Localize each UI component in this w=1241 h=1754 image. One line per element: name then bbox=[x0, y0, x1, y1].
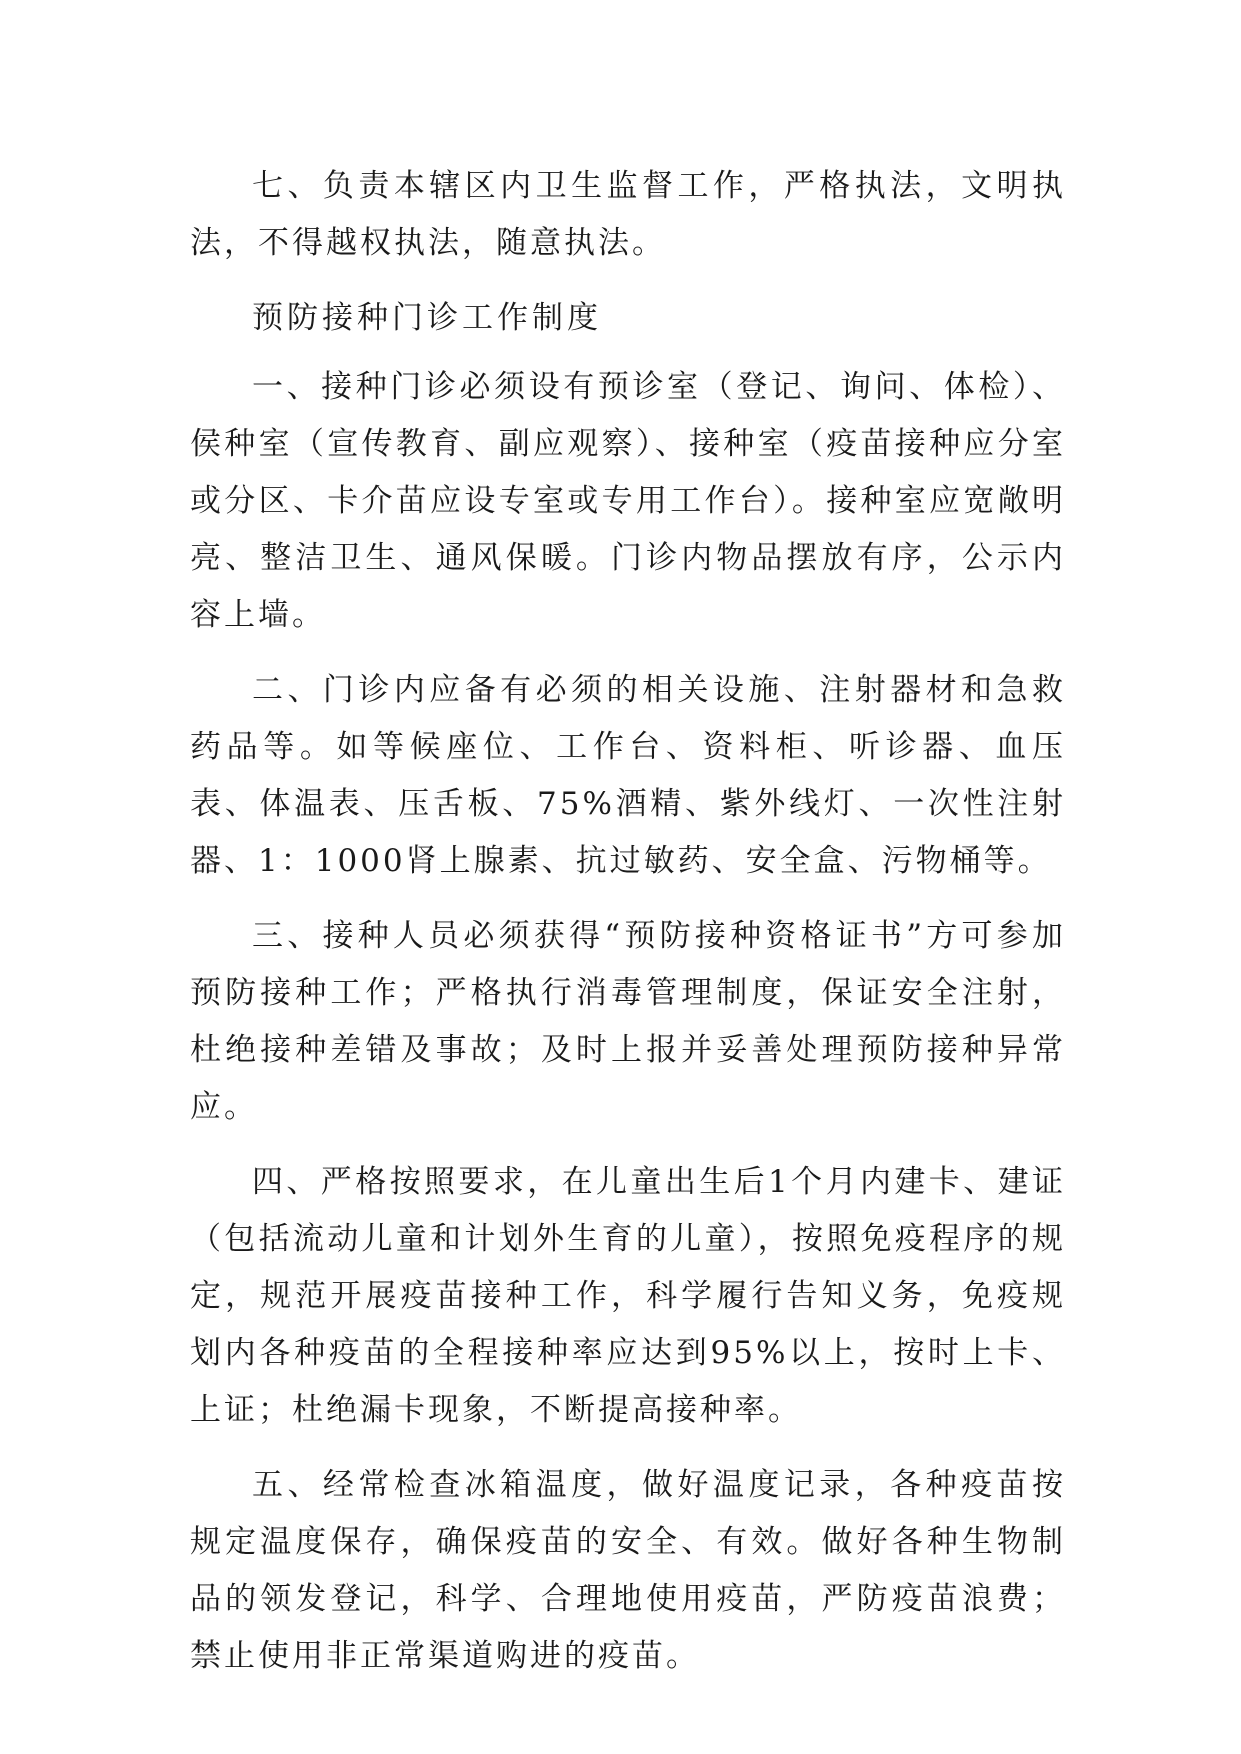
paragraph-item-4: 四、严格按照要求，在儿童出生后1个月内建卡、建证（包括流动儿童和计划外生育的儿童），按照免疫程序的规定，规范开展疫苗接种工作，科学履行告知义务，免疫规划内各种疫苗的全程接种率应达到95%以上，按时上卡、上证；杜绝漏卡现象，不断提高接种率。 bbox=[190, 1164, 1066, 1428]
paragraph-item-1: 一、接种门诊必须设有预诊室（登记、询问、体检）、侯种室（宣传教育、副应观察）、接种室（疫苗接种应分室或分区、卡介苗应设专室或专用工作台）。接种室应宽敞明亮、整洁卫生、通风保暖。门诊内物品摆放有序，公示内容上墙。 bbox=[190, 369, 1066, 633]
document-body bbox=[190, 158, 1066, 1703]
paragraph-item-2: 二、门诊内应备有必须的相关设施、注射器材和急救药品等。如等候座位、工作台、资料柜、听诊器、血压表、体温表、压舌板、75%酒精、紫外线灯、一次性注射器、1：1000肾上腺素、抗过敏药、安全盒、污物桶等。 bbox=[190, 672, 1066, 879]
paragraph-item-5: 五、经常检查冰箱温度，做好温度记录，各种疫苗按规定温度保存，确保疫苗的安全、有效。做好各种生物制品的领发登记，科学、合理地使用疫苗，严防疫苗浪费；禁止使用非正常渠道购进的疫苗。 bbox=[190, 1467, 1066, 1674]
section-title: 预防接种门诊工作制度 bbox=[252, 300, 602, 336]
paragraph-item-3: 三、接种人员必须获得“预防接种资格证书”方可参加预防接种工作；严格执行消毒管理制度，保证安全注射，杜绝接种差错及事故；及时上报并妥善处理预防接种异常应。 bbox=[190, 918, 1066, 1125]
paragraph-item-7: 七、负责本辖区内卫生监督工作，严格执法，文明执法，不得越权执法，随意执法。 bbox=[190, 168, 1066, 261]
